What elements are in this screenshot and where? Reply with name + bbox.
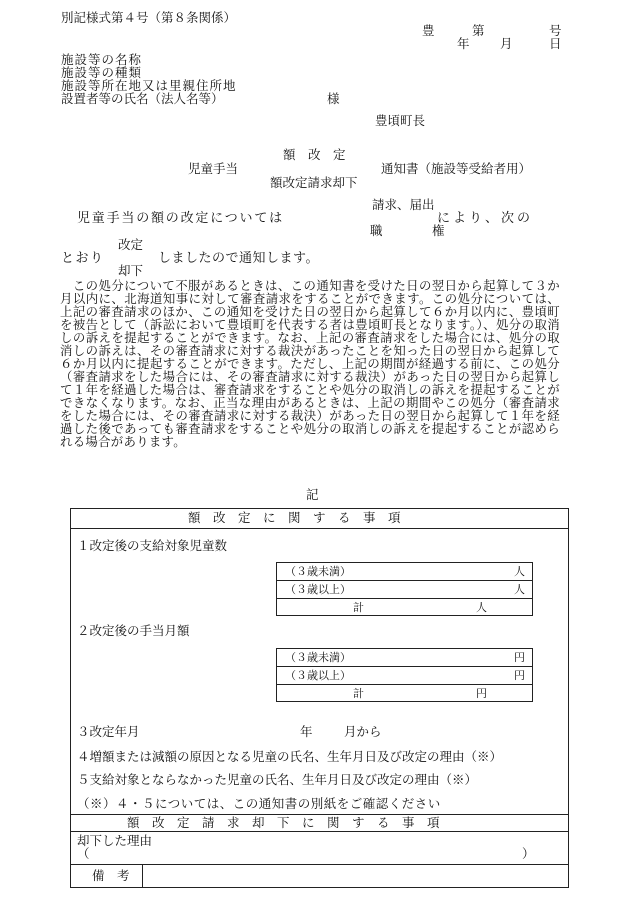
child-count-over3-label: （３歳以上） <box>285 583 351 596</box>
facility-type-label: 施設等の種類 <box>61 65 143 80</box>
amount-under3-unit: 円 <box>514 651 525 664</box>
rejection-reason-paren-close: ） <box>522 846 535 861</box>
amount-over3-label: （３歳以上） <box>285 669 351 682</box>
item2-label: ２改定後の手当月額 <box>77 623 190 638</box>
intro-b-top: 改定 <box>118 237 144 252</box>
remarks-column-divider <box>142 864 143 888</box>
title-suffix: 通知書（施設等受給者用） <box>381 161 532 176</box>
title-line-3: 額改定請求却下 <box>270 175 358 190</box>
section2-title-divider <box>70 831 569 832</box>
item3-label: ３改定年月 <box>77 724 140 739</box>
title-line-1: 額 改 定 <box>283 147 346 162</box>
rejection-reason-paren-open: （ <box>77 846 90 861</box>
date-year: 年 <box>457 36 470 51</box>
child-count-over3-unit: 人 <box>514 583 525 596</box>
operator-name-label: 設置者等の氏名（法人名等） <box>61 91 224 106</box>
intro-a-top: 請求、届出 <box>372 197 435 212</box>
remarks-label: 備 考 <box>92 868 130 883</box>
doc-number-prefix: 豊 <box>422 23 435 38</box>
issuer: 豊頃町長 <box>375 113 426 128</box>
section1-title: 額 改 定 に 関 す る 事 項 <box>188 510 401 525</box>
doc-number-middle: 第 <box>472 23 485 38</box>
title-prefix: 児童手当 <box>188 161 239 176</box>
intro-b-start: とおり <box>61 251 105 266</box>
amount-over3-unit: 円 <box>514 669 525 682</box>
section2-title: 額 改 定 請 求 却 下 に 関 す る 事 項 <box>127 815 440 830</box>
appeal-notice: この処分について不服があるときは、この通知書を受けた日の翌日から起算して３か月以内に、北海道知事に対して審査請求をすることができます。この処分については、上記の審査請求のほか、この通知を受けた日の翌日から起算して６か月以内に、豊頃町を被告として（訴訟において豊頃町を代表する者は豊頃町長となります。）、処分の取消しの訴えを提起することができます。なお、上記の審査請求をした場合には、処分の取消しの訴えは、その審査請求に対する裁決があったことを知った日の翌日から起算して６か月以内に提起することができます。ただし、上記の期間が経過する前に、この処分（審査請求をした場合には、その審査請求に対する裁決）があった日の翌日から起算して１年を経過した場合は、審査請求をすることや処分の取消しの訴えを提起することができなくなります。なお、正当な理由があるときは、上記の期間やこの処分（審査請求をした場合には、その審査請求に対する裁決）があった日の翌日から起算して１年を経過した後であっても審査請求をすることや処分の取消しの訴えを提起することが認められる場合があります。 <box>60 278 560 449</box>
amount-total-unit: 円 <box>476 687 487 700</box>
amount-row-divider-2 <box>276 684 533 685</box>
child-count-under3-label: （３歳未満） <box>285 565 351 578</box>
facility-address-label: 施設等所在地又は里親住所地 <box>61 78 237 93</box>
form-label: 別記様式第４号（第８条関係） <box>61 10 237 25</box>
child-count-row-divider-2 <box>276 598 533 599</box>
rejection-reason-label: 却下した理由 <box>77 833 153 848</box>
note-text: （※）４・５については、この通知書の別紙をご確認ください <box>77 796 441 811</box>
intro-a-bottom-2: 権 <box>432 223 445 238</box>
child-count-under3-unit: 人 <box>514 565 525 578</box>
item5-label: ５支給対象とならなかった児童の氏名、生年月日及び改定の理由（※） <box>77 772 478 787</box>
honorific: 様 <box>327 91 340 106</box>
date-day: 日 <box>549 36 562 51</box>
remarks-divider <box>70 864 569 865</box>
date-month: 月 <box>500 36 513 51</box>
child-count-total-unit: 人 <box>476 601 487 614</box>
amount-row-divider-1 <box>276 666 533 667</box>
intro-b-bottom: 却下 <box>118 263 144 278</box>
item4-label: ４増額または減額の原因となる児童の氏名、生年月日及び改定の理由（※） <box>77 749 503 764</box>
item1-label: １改定後の支給対象児童数 <box>77 538 228 553</box>
intro-a: 児童手当の額の改定については <box>77 211 284 226</box>
intro-a-bottom-1: 職 <box>370 223 383 238</box>
section1-divider <box>70 528 569 529</box>
item3-year: 年 <box>300 724 313 739</box>
child-count-total-label: 計 <box>353 601 364 614</box>
amount-under3-label: （３歳未満） <box>285 651 351 664</box>
item3-month: 月から <box>344 724 382 739</box>
intro-b-end: しましたので通知します。 <box>158 251 319 266</box>
amount-total-label: 計 <box>353 687 364 700</box>
child-count-row-divider-1 <box>276 580 533 581</box>
doc-number-suffix: 号 <box>549 23 562 38</box>
intro-a-after: により、次の <box>437 211 534 226</box>
facility-name-label: 施設等の名称 <box>61 52 143 67</box>
ki-heading: 記 <box>306 487 319 502</box>
